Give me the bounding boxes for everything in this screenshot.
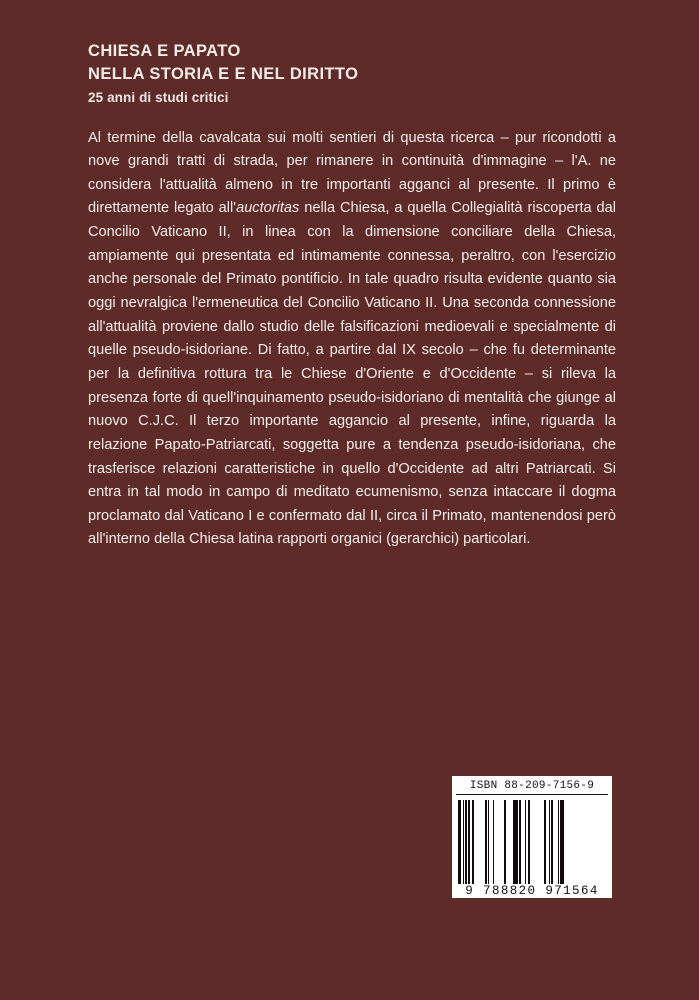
title-line-1: CHIESA E PAPATO — [88, 42, 241, 60]
blurb-paragraph — [88, 127, 616, 553]
blurb-text-part-2: nella Chiesa, a quella Collegialità riscoperta dal Concilio Vaticano II, in linea con la dimensione conciliare della Chiesa, ampiamente qui presentata ed intimamente connessa, peraltro, con l'esercizio anche personale del Primato pontificio. In tale quadro risulta evidente quanto sia oggi nevralgica l'ermeneutica del Concilio Vaticano II. Una seconda connessione all'attualità proviene dallo studio delle falsificazioni medioevali e specialmente di quelle pseudo-isidoriane. Di fatto, a partire dal IX secolo – che fu determinante per la definitiva rottura tra le Chiese d'Oriente e d'Occidente – si rileva la presenza forte di quell'inquinamento pseudo-isidoriano di mentalità che giunge al nuovo C.J.C. Il terzo importante aggancio al presente, infine, riguarda la relazione Papato-Patriarcati, soggetta pure a tendenza pseudo-isidoriana, che trasferisce relazioni caratteristiche in quello d'Occidente ad altri Patriarcati. Si entra in tal modo in campo di meditato ecumenismo, senza intaccare il dogma proclamato dal Vaticano I e confermato dal II, circa il Primato, mantenendosi però all'interno della Chiesa latina rapporti organici (gerarchici) particolari. — [88, 200, 616, 548]
title-block — [88, 40, 616, 105]
barcode-digits: 9 788820 971564 — [452, 884, 612, 898]
blurb-text-part-1: Al termine della cavalcata sui molti sentieri di questa ricerca – pur ricondotti a nove grandi tratti di strada, per rimanere in continuità d'immagine – l'A. ne considera l'attualità almeno in tre importanti agganci al presente. Il primo è direttamente legato all' — [88, 129, 616, 217]
blurb-italic-term: auctoritas — [236, 200, 300, 217]
subtitle: 25 anni di studi critici — [88, 89, 229, 105]
barcode-bars-area — [458, 800, 606, 896]
cover-text-block — [88, 40, 616, 552]
barcode-bars — [458, 800, 606, 896]
title-line-2: NELLA STORIA E E NEL DIRITTO — [88, 64, 359, 83]
isbn-label: ISBN 88-209-7156-9 — [469, 780, 595, 792]
barcode-block — [452, 776, 612, 896]
isbn-divider — [456, 794, 608, 795]
